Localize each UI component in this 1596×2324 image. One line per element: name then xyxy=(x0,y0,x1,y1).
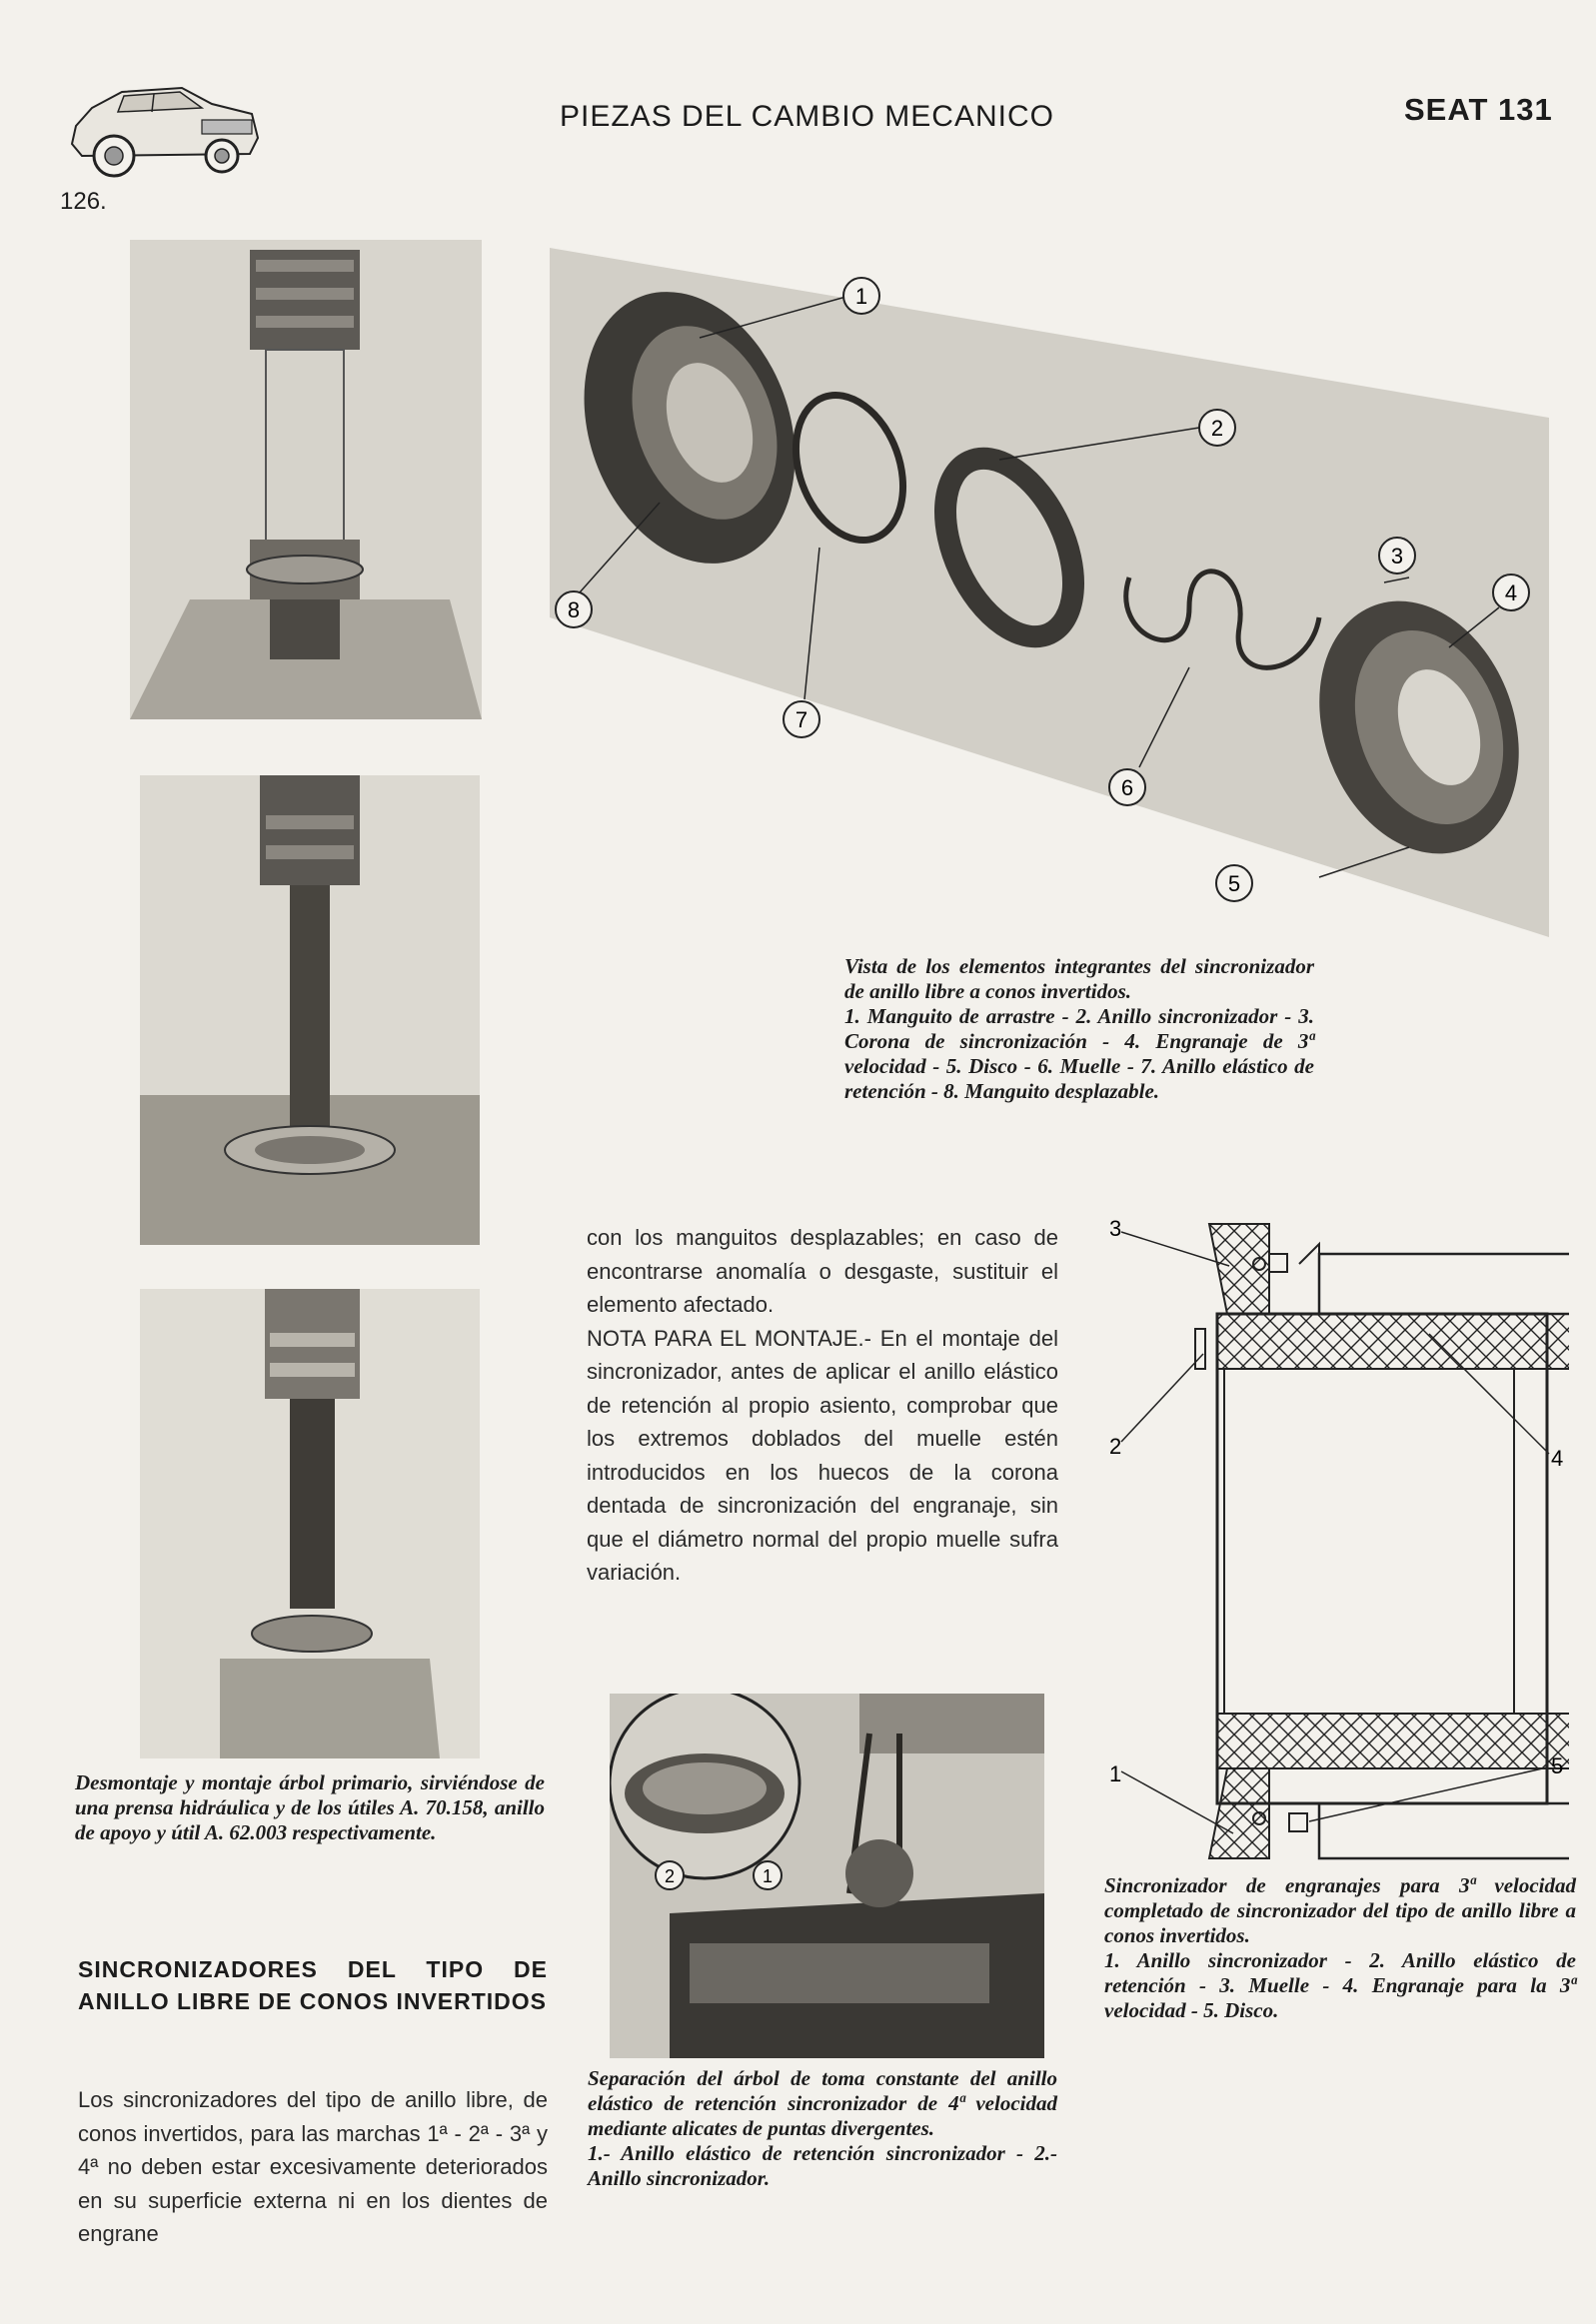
cross-section-caption-list: 1. Anillo sincronizador - 2. Anillo elástico de retención - 3. Muelle - 4. Engranaje para la 3ª velocidad - 5. Disco. xyxy=(1104,1948,1576,2022)
exploded-caption-title: Vista de los elementos integrantes del sincronizador de anillo libre a conos invertidos. xyxy=(844,954,1314,1003)
cross-label-3: 3 xyxy=(1109,1216,1122,1241)
cross-section-caption-title: Sincronizador de engranajes para 3ª velocidad completado de sincronizador del tipo de anillo libre a conos invertidos. xyxy=(1104,1873,1576,1947)
brand-model: SEAT 131 xyxy=(1404,92,1553,127)
exploded-label-5: 5 xyxy=(1227,871,1241,896)
exploded-view-photo xyxy=(550,248,1549,937)
cross-label-2: 2 xyxy=(1109,1434,1122,1459)
press-photo-caption: Desmontaje y montaje árbol primario, sirviéndose de una prensa hidráulica y de los útiles A. 70.158, anillo de apoyo y útil A. 62.003 respectivamente. xyxy=(75,1770,545,1844)
car-illustration xyxy=(62,58,272,188)
assembly-note xyxy=(587,1322,1058,1590)
exploded-label-8: 8 xyxy=(567,597,581,622)
label-circle-3 xyxy=(1379,538,1415,574)
separation-label-2: 2 xyxy=(664,1866,676,1886)
label-circle-8 xyxy=(556,591,592,627)
page-title: PIEZAS DEL CAMBIO MECANICO xyxy=(560,100,1054,133)
cross-label-4: 4 xyxy=(1551,1446,1564,1471)
exploded-caption-list: 1. Manguito de arrastre - 2. Anillo sincronizador - 3. Corona de sincronización - 4. Engranaje de 3ª velocidad - 5. Disco - 6. Muelle - 7. Anillo elástico de retención - 8. Manguito desplazable. xyxy=(844,1004,1314,1103)
label-circle-4 xyxy=(1493,575,1529,610)
press-photo-top xyxy=(130,240,482,719)
separation-label-1: 1 xyxy=(762,1866,774,1886)
section-heading: SINCRONIZADORES DEL TIPO DE ANILLO LIBRE DE CONOS INVERTIDOS xyxy=(78,1956,548,2014)
synchronizer-cross-section xyxy=(1099,1204,1569,1863)
exploded-label-1: 1 xyxy=(854,284,868,309)
cross-label-1: 1 xyxy=(1109,1761,1122,1786)
note-label: NOTA PARA EL MONTAJE.- xyxy=(587,1325,871,1351)
press-photo-bottom xyxy=(140,1289,480,1758)
cross-label-5: 5 xyxy=(1551,1753,1564,1778)
exploded-label-3: 3 xyxy=(1390,544,1404,569)
separation-photo xyxy=(610,1694,1044,2058)
exploded-label-4: 4 xyxy=(1504,581,1518,605)
press-photo-middle xyxy=(140,775,480,1245)
label-circle-2 xyxy=(1199,410,1235,446)
label-circle-7 xyxy=(784,701,819,737)
middle-paragraph: con los manguitos desplazables; en caso de encontrarse anomalía o desgaste, sustituir el elemento afectado. xyxy=(587,1225,1058,1317)
exploded-label-7: 7 xyxy=(795,707,808,732)
separation-caption-list: 1.- Anillo elástico de retención sincronizador - 2.- Anillo sincronizador. xyxy=(588,2141,1057,2190)
label-circle-1 xyxy=(843,278,879,314)
page-number: 126. xyxy=(60,188,107,215)
separation-caption-title: Separación del árbol de toma constante del anillo elástico de retención sincronizador de 4ª velocidad mediante alicates de puntas divergentes. xyxy=(588,2066,1057,2140)
label-circle-5 xyxy=(1216,865,1252,901)
exploded-label-2: 2 xyxy=(1210,416,1224,441)
label-circle-6 xyxy=(1109,769,1145,805)
note-text: En el montaje del sincronizador, antes de aplicar el anillo elástico de retención al propio asiento, comprobar que los extremos doblados del muelle estén introducidos en los huecos de la corona dentada de sincronización del engranaje, sin que el diámetro normal del propio muelle sufra variación. xyxy=(587,1325,1058,1585)
exploded-label-6: 6 xyxy=(1120,775,1134,800)
section-body: Los sincronizadores del tipo de anillo libre, de conos invertidos, para las marchas 1ª - 2ª - 3ª y 4ª no deben estar excesivamente deteriorados en su superficie externa ni en los dientes de engrane xyxy=(78,2087,548,2246)
